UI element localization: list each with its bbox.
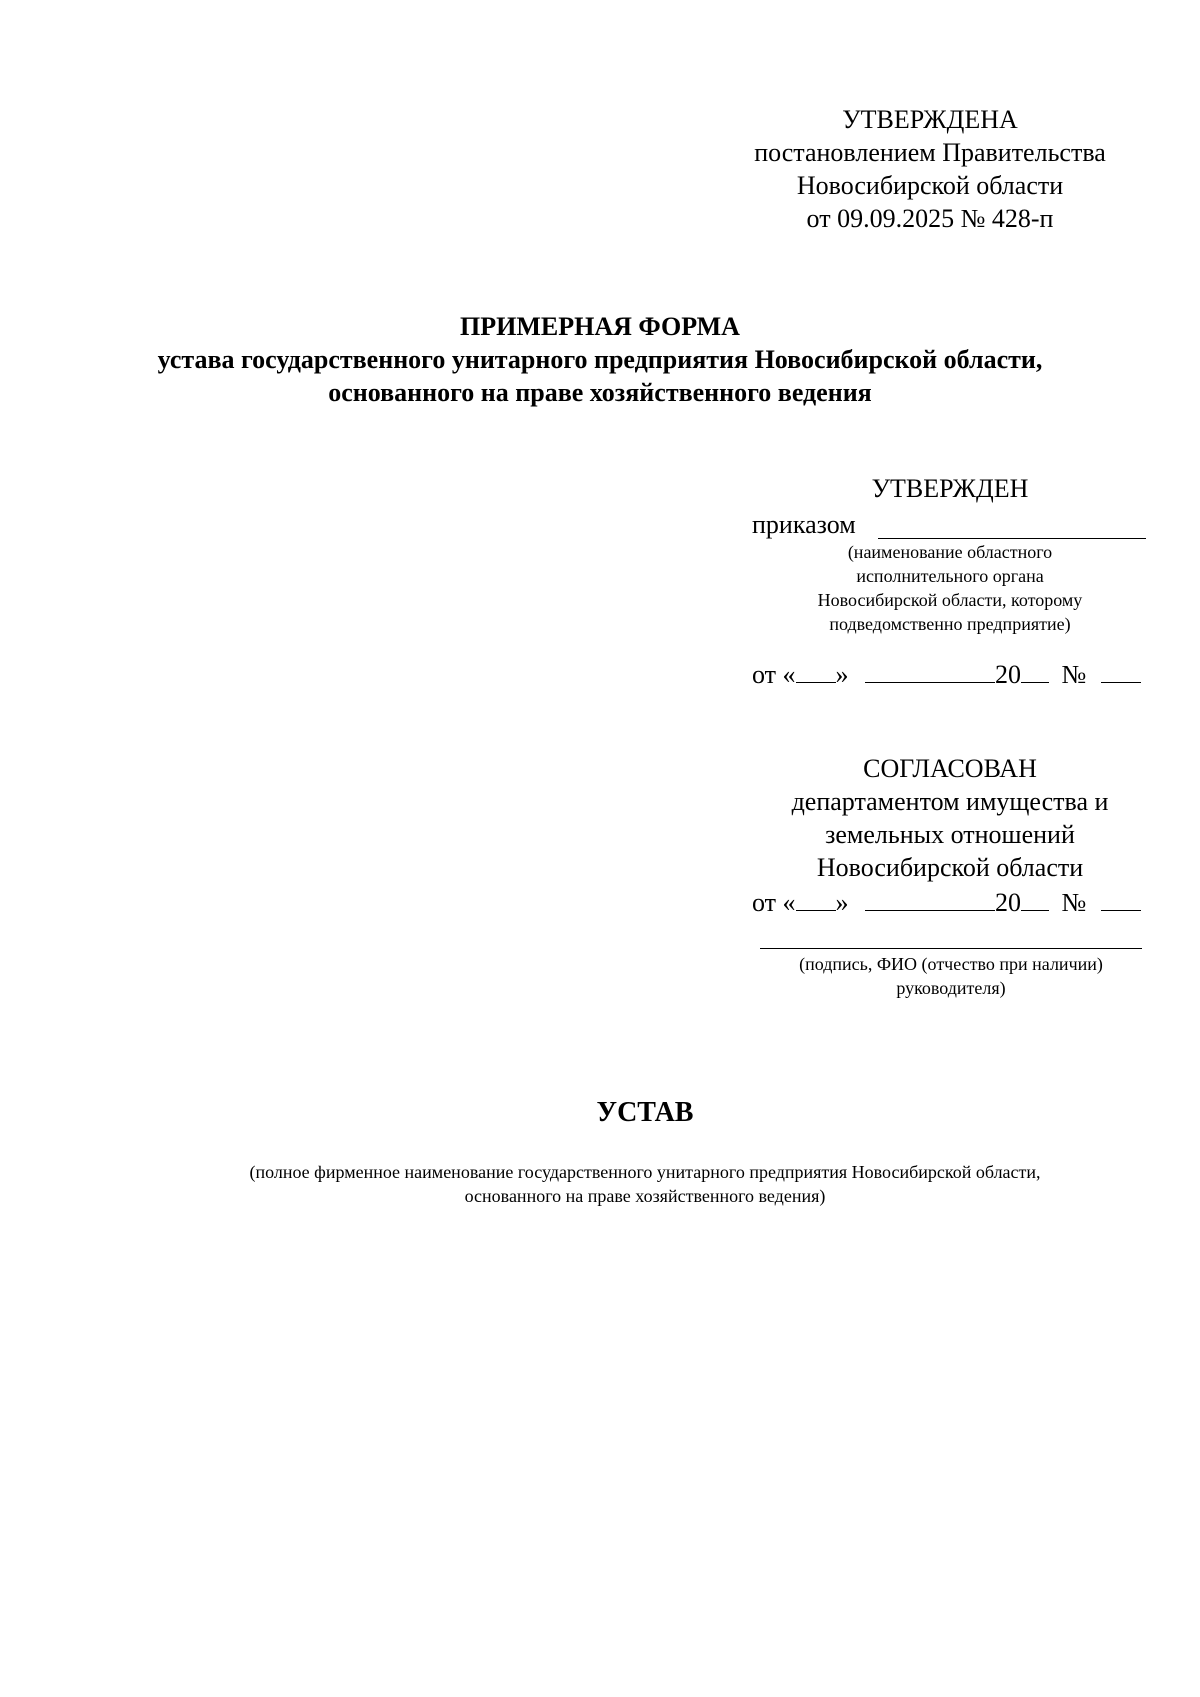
approved-note-3: Новосибирской области, которому bbox=[817, 590, 1083, 610]
approved-note-2: исполнительного органа bbox=[856, 566, 1044, 586]
approved-year-fill bbox=[1021, 662, 1049, 683]
charter-note bbox=[0, 1160, 1200, 1208]
approved-month-fill bbox=[865, 662, 995, 683]
agreed-year-prefix: 20 bbox=[995, 888, 1022, 917]
agreed-sign-note-1: (подпись, ФИО (отчество при наличии) bbox=[799, 954, 1103, 974]
approved-date-row bbox=[752, 658, 1141, 691]
approved-note-1: (наименование областного bbox=[847, 542, 1053, 562]
agreed-line-2: земельных отношений bbox=[825, 820, 1075, 849]
approved-title: УТВЕРЖДЕН bbox=[871, 474, 1029, 503]
agreed-date-prefix: от « bbox=[752, 888, 796, 917]
charter-note-2: основанного на праве хозяйственного ведения) bbox=[464, 1186, 826, 1206]
document-heading bbox=[0, 310, 1200, 409]
charter-note-1: (полное фирменное наименование государственного унитарного предприятия Новосибирской области, bbox=[249, 1162, 1041, 1182]
agreed-line-3: Новосибирской области bbox=[816, 853, 1084, 882]
approval-line-1: постановлением Правительства bbox=[754, 138, 1106, 167]
approved-order-prefix: приказом bbox=[752, 510, 856, 539]
approved-note-4: подведомственно предприятие) bbox=[829, 614, 1071, 634]
approval-line-3: от 09.09.2025 № 428-п bbox=[806, 204, 1054, 233]
agreed-date-row bbox=[752, 886, 1141, 919]
agreed-signature-note bbox=[760, 952, 1142, 1000]
approved-number-sign: № bbox=[1061, 660, 1087, 689]
agreed-block bbox=[760, 752, 1140, 884]
agreed-sign-note-2: руководителя) bbox=[896, 978, 1006, 998]
heading-line-1: ПРИМЕРНАЯ ФОРМА bbox=[460, 312, 740, 341]
approved-year-prefix: 20 bbox=[995, 660, 1022, 689]
approved-order-fill-line bbox=[878, 538, 1146, 539]
agreed-line-1: департаментом имущества и bbox=[791, 787, 1109, 816]
agreed-title: СОГЛАСОВАН bbox=[863, 754, 1037, 783]
agreed-number-sign: № bbox=[1061, 888, 1087, 917]
agreed-year-fill bbox=[1021, 890, 1049, 911]
approved-order-row bbox=[752, 508, 856, 541]
approval-block bbox=[740, 103, 1120, 235]
approval-title: УТВЕРЖДЕНА bbox=[842, 105, 1018, 134]
heading-line-3: основанного на праве хозяйственного ведения bbox=[328, 378, 872, 407]
agreed-month-fill bbox=[865, 890, 995, 911]
agreed-signature-line bbox=[760, 948, 1142, 949]
heading-line-2: устава государственного унитарного предприятия Новосибирской области, bbox=[157, 345, 1043, 374]
approved-date-prefix: от « bbox=[752, 660, 796, 689]
approval-line-2: Новосибирской области bbox=[796, 171, 1064, 200]
agreed-day-fill bbox=[796, 890, 836, 911]
approved-day-fill bbox=[796, 662, 836, 683]
approved-number-fill bbox=[1101, 662, 1141, 683]
approved-date-quote: » bbox=[835, 660, 849, 689]
agreed-number-fill bbox=[1101, 890, 1141, 911]
approved-note bbox=[760, 540, 1140, 636]
charter-title: УСТАВ bbox=[596, 1097, 694, 1128]
agreed-date-quote: » bbox=[835, 888, 849, 917]
